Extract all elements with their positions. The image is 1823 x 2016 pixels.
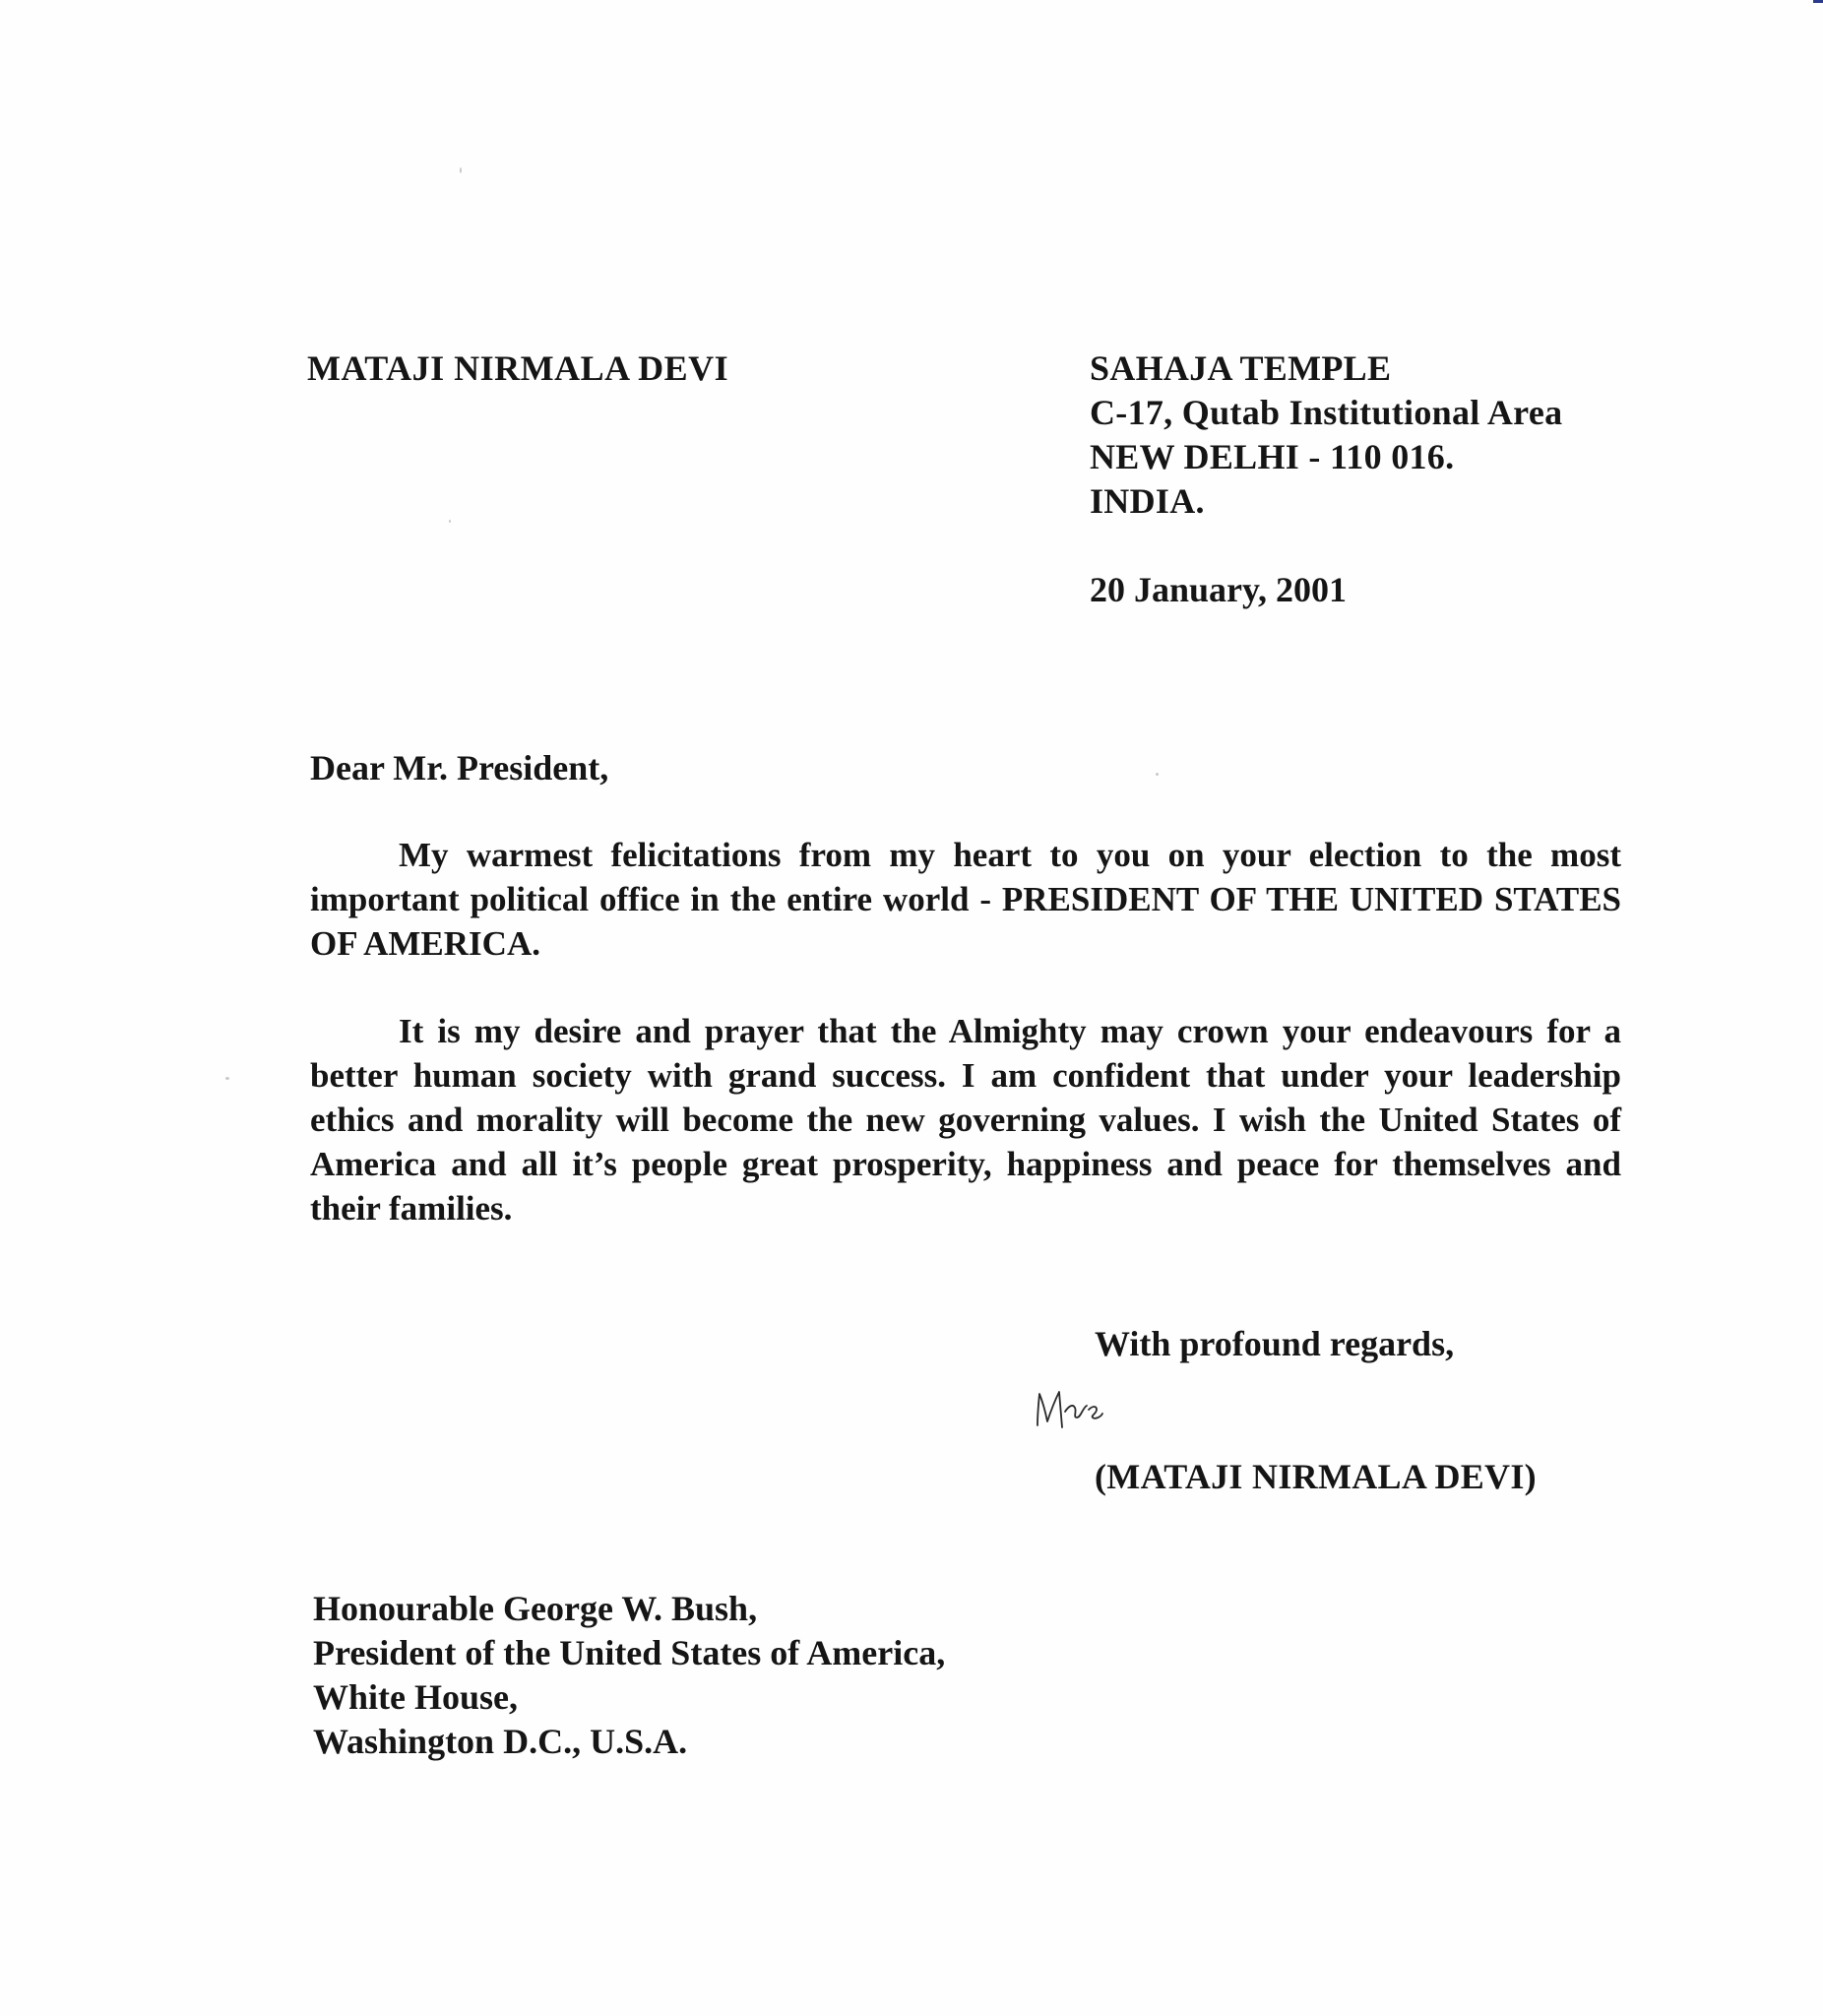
scan-speck xyxy=(225,1077,229,1080)
body-paragraph: My warmest felicitations from my heart to you on your election to the most important political office in the entire world - PRESIDENT OF THE UNITED STATES OF AMERICA. xyxy=(310,836,1621,963)
address-line: NEW DELHI - 110 016. xyxy=(1090,437,1455,476)
recipient-line: Washington D.C., U.S.A. xyxy=(313,1722,688,1761)
scan-speck xyxy=(460,167,462,173)
address-line: INDIA. xyxy=(1090,481,1205,521)
recipient-address xyxy=(313,1587,945,1764)
handwritten-signature-icon xyxy=(1032,1378,1140,1437)
recipient-line: White House, xyxy=(313,1677,519,1717)
recipient-line: Honourable George W. Bush, xyxy=(313,1589,758,1628)
salutation: Dear Mr. President, xyxy=(310,748,609,788)
scan-speck xyxy=(1813,0,1823,3)
recipient-line: President of the United States of America, xyxy=(313,1633,946,1672)
sender-address xyxy=(1090,346,1562,524)
address-line: C-17, Qutab Institutional Area xyxy=(1090,393,1563,432)
address-line: SAHAJA TEMPLE xyxy=(1090,348,1392,388)
scan-speck xyxy=(1156,773,1159,776)
body-paragraph: It is my desire and prayer that the Almighty may crown your endeavours for a better human society with grand success. I am confident that under your leadership ethics and morality will become the new governing values. I wish the United States of America and all it’s people great prosperity, happiness and peace for themselves and their families. xyxy=(310,1012,1621,1228)
closing: With profound regards, xyxy=(1095,1324,1455,1363)
signed-name: (MATAJI NIRMALA DEVI) xyxy=(1095,1457,1537,1496)
letter-date: 20 January, 2001 xyxy=(1090,570,1348,609)
sender-name: MATAJI NIRMALA DEVI xyxy=(307,348,729,388)
scan-speck xyxy=(449,520,451,523)
